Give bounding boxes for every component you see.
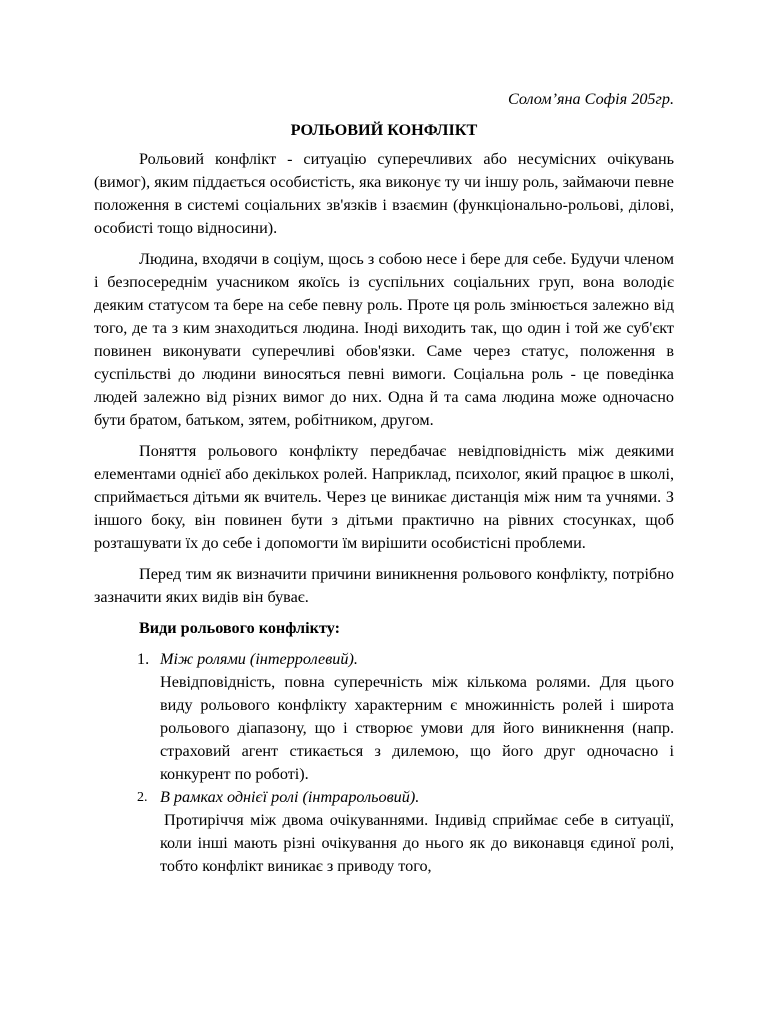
document-title: РОЛЬОВИЙ КОНФЛІКТ [290, 121, 478, 139]
list-item-title: Між ролями (інтерролевий). [160, 650, 358, 668]
list-item-title: В рамках однієї ролі (інтрарольовий). [160, 788, 420, 806]
paragraph: Поняття рольового конфлікту передбачає невідповідність між деякими елементами однієї або декількох ролей. Наприклад, психолог, який працює в школі, сприймається дітьми як вчитель. Через це виникає дистанція між ним та учнями. З іншого боку, він повинен бути з дітьми практично на рівних стосунках, щоб розташувати їх до себе і допомогти їм вирішити особистісні проблеми. [94, 442, 674, 552]
paragraph: Перед тим як визначити причини виникнення рольового конфлікту, потрібно зазначити яких видів він буває. [94, 565, 674, 606]
list-item [94, 648, 674, 786]
paragraph: Рольовий конфлікт - ситуацію суперечливих або несумісних очікувань (вимог), яким піддається особистість, яка виконує ту чи іншу роль, займаючи певне положення в системі соціальних зв'язків і взаємин (функціонально-рольові, ділові, особисті тощо відносини). [94, 150, 674, 237]
list-item-description: Невідповідність, повна суперечність між кількома ролями. Для цього виду рольового конфлікту характерним є множинність ролей і широта рольового діапазону, що і створює умови для його виникнення (напр. страховий агент стикається з дилемою, що його друг одночасно і конкурент по роботі). [160, 673, 674, 783]
types-heading: Види рольового конфлікту: [139, 619, 340, 637]
paragraph: Людина, входячи в соціум, щось з собою несе і бере для себе. Будучи членом і безпосереднім учасником якоїсь із суспільних соціальних груп, вона володіє деяким статусом та бере на себе певну роль. Проте ця роль змінюється залежно від того, де та з ким знаходиться людина. Іноді виходить так, що один і той же суб'єкт повинен виконувати суперечливі обов'язки. Саме через статус, положення в суспільстві до людини виносяться певні вимоги. Соціальна роль - це поведінка людей залежно від різних вимог до них. Одна й та сама людина може одночасно бути братом, батьком, зятем, робітником, другом. [94, 250, 674, 429]
list-item-number: 1. [137, 650, 150, 668]
types-list [94, 648, 674, 878]
author-line: Солом’яна Софія 205гр. [507, 90, 674, 108]
list-item [94, 786, 674, 878]
list-item-number: 2. [137, 790, 148, 805]
list-item-description: Протиріччя між двома очікуваннями. Індивід сприймає себе в ситуації, коли інші мають різні очікування до нього як до виконавця єдиної ролі, тобто конфлікт виникає з приводу того, [160, 811, 674, 875]
